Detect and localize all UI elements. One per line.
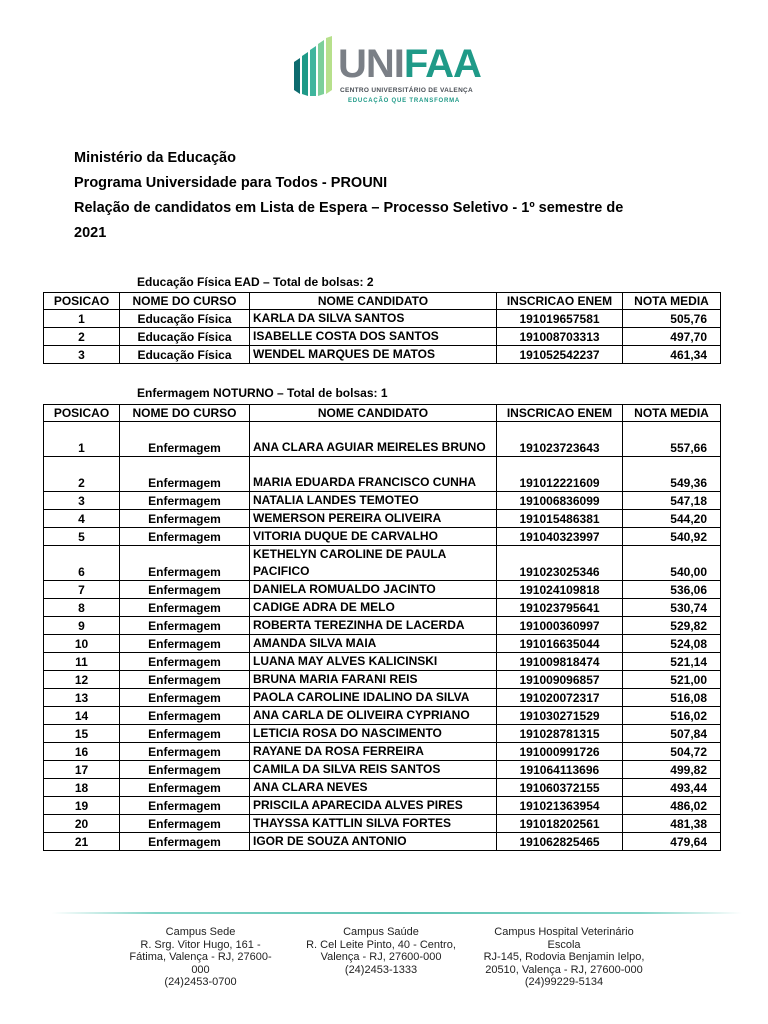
footer-campus-hospital [472,926,656,989]
campus-line: Escola [547,938,581,951]
candidate-name-cell: LETICIA ROSA DO NASCIMENTO [250,725,497,743]
position-header: POSICAO [44,293,120,310]
table2-caption: Enfermagem NOTURNO – Total de bolsas: 1 [137,386,388,400]
table-header-row [44,293,721,310]
candidate-name-cell: NATALIA LANDES TEMOTEO [250,492,497,510]
table-row [44,546,721,581]
position-cell: 2 [44,328,120,346]
table-row [44,797,721,815]
position-cell: 6 [44,546,120,581]
course-cell: Enfermagem [120,815,250,833]
grade-cell: 479,64 [623,833,721,851]
enem-number-cell: 191028781315 [497,725,623,743]
table-row [44,328,721,346]
campus-line: R. Cel Leite Pinto, 40 - Centro, [306,938,456,951]
position-cell: 3 [44,346,120,364]
position-cell: 3 [44,492,120,510]
campus-line: Valença - RJ, 27600-000 [320,951,442,963]
candidate-header: NOME CANDIDATO [250,293,497,310]
candidate-name-cell: WENDEL MARQUES DE MATOS [250,346,497,364]
candidate-name-cell: BRUNA MARIA FARANI REIS [250,671,497,689]
enem-number-cell: 191023723643 [497,422,623,457]
enem-number-cell: 191000991726 [497,743,623,761]
table-row [44,815,721,833]
candidate-name-cell: LUANA MAY ALVES KALICINSKI [250,653,497,671]
table-row [44,671,721,689]
course-cell: Enfermagem [120,635,250,653]
campus-line: (24)2453-0700 [164,976,237,988]
grade-cell: 557,66 [623,422,721,457]
position-cell: 19 [44,797,120,815]
course-cell: Enfermagem [120,761,250,779]
grade-cell: 493,44 [623,779,721,797]
campus-line: RJ-145, Rodovia Benjamin Ielpo, [483,951,645,963]
enem-number-cell: 191012221609 [497,457,623,492]
enem-header: INSCRICAO ENEM [497,405,623,422]
position-cell: 13 [44,689,120,707]
course-header: NOME DO CURSO [120,293,250,310]
campus-line: 000 [191,963,210,976]
document-heading [74,146,714,246]
candidate-name-cell: AMANDA SILVA MAIA [250,635,497,653]
candidate-name-cell: ANA CARLA DE OLIVEIRA CYPRIANO [250,707,497,725]
table-row [44,725,721,743]
enem-header: INSCRICAO ENEM [497,293,623,310]
position-cell: 9 [44,617,120,635]
course-cell: Enfermagem [120,743,250,761]
enem-number-cell: 191018202561 [497,815,623,833]
grade-cell: 486,02 [623,797,721,815]
table-row [44,528,721,546]
enem-number-cell: 191009096857 [497,671,623,689]
table-row [44,707,721,725]
candidate-name-cell: PAOLA CAROLINE IDALINO DA SILVA [250,689,497,707]
position-cell: 21 [44,833,120,851]
table-row [44,599,721,617]
campus-line: (24)2453-1333 [344,963,418,976]
table-row [44,581,721,599]
course-cell: Enfermagem [120,725,250,743]
candidate-name-cell: VITORIA DUQUE DE CARVALHO [250,528,497,546]
logo-wordmark: UNIFAA [338,42,481,86]
course-cell: Enfermagem [120,528,250,546]
enem-number-cell: 191062825465 [497,833,623,851]
candidate-name-cell: KETHELYN CAROLINE DE PAULA PACIFICO [250,546,497,581]
campus-line: (24)99229-5134 [524,976,604,988]
table-educacao-fisica [43,292,721,364]
candidate-name-cell: THAYSSA KATTLIN SILVA FORTES [250,815,497,833]
position-cell: 11 [44,653,120,671]
course-cell: Enfermagem [120,617,250,635]
table-row [44,743,721,761]
position-cell: 18 [44,779,120,797]
position-cell: 5 [44,528,120,546]
course-cell: Enfermagem [120,779,250,797]
campus-line: Campus Sede [165,926,236,938]
unifaa-logo [290,36,480,112]
footer-campus-saude [296,926,466,976]
enem-number-cell: 191030271529 [497,707,623,725]
enem-number-cell: 191040323997 [497,528,623,546]
course-cell: Enfermagem [120,653,250,671]
footer-campus-sede [128,926,273,989]
course-cell: Enfermagem [120,457,250,492]
enem-number-cell: 191016635044 [497,635,623,653]
heading-line-3: Relação de candidatos em Lista de Espera – Processo Seletivo - 1º semestre de [74,200,624,216]
grade-header: NOTA MEDIA [623,293,721,310]
course-cell: Educação Física [120,346,250,364]
course-cell: Enfermagem [120,581,250,599]
enem-number-cell: 191006836099 [497,492,623,510]
grade-header: NOTA MEDIA [623,405,721,422]
heading-line-4: 2021 [74,225,107,241]
table-row [44,779,721,797]
table-row [44,510,721,528]
campus-line: Campus Saúde [343,926,419,938]
grade-cell: 521,14 [623,653,721,671]
enem-number-cell: 191019657581 [497,310,623,328]
table-row [44,346,721,364]
position-cell: 2 [44,457,120,492]
grade-cell: 499,82 [623,761,721,779]
enem-number-cell: 191023025346 [497,546,623,581]
course-cell: Enfermagem [120,510,250,528]
course-cell: Enfermagem [120,546,250,581]
candidate-name-cell: PRISCILA APARECIDA ALVES PIRES [250,797,497,815]
footer-divider [52,912,742,914]
table-row [44,635,721,653]
course-cell: Enfermagem [120,492,250,510]
candidate-name-cell: WEMERSON PEREIRA OLIVEIRA [250,510,497,528]
enem-number-cell: 191008703313 [497,328,623,346]
grade-cell: 516,08 [623,689,721,707]
candidate-name-cell: ISABELLE COSTA DOS SANTOS [250,328,497,346]
candidate-name-cell: ANA CLARA NEVES [250,779,497,797]
grade-cell: 504,72 [623,743,721,761]
position-header: POSICAO [44,405,120,422]
table-row [44,422,721,457]
candidate-name-cell: MARIA EDUARDA FRANCISCO CUNHA [250,457,497,492]
table-row [44,689,721,707]
heading-line-1: Ministério da Educação [74,150,236,166]
course-cell: Enfermagem [120,707,250,725]
grade-cell: 530,74 [623,599,721,617]
grade-cell: 507,84 [623,725,721,743]
enem-number-cell: 191064113696 [497,761,623,779]
candidate-name-cell: CAMILA DA SILVA REIS SANTOS [250,761,497,779]
position-cell: 17 [44,761,120,779]
table1-caption: Educação Física EAD – Total de bolsas: 2 [137,275,374,289]
grade-cell: 540,00 [623,546,721,581]
table-row [44,310,721,328]
course-cell: Enfermagem [120,422,250,457]
candidate-name-cell: ROBERTA TEREZINHA DE LACERDA [250,617,497,635]
course-cell: Enfermagem [120,671,250,689]
position-cell: 12 [44,671,120,689]
enem-number-cell: 191000360997 [497,617,623,635]
table-header-row [44,405,721,422]
table-row [44,653,721,671]
course-cell: Enfermagem [120,797,250,815]
position-cell: 16 [44,743,120,761]
candidate-name-cell: DANIELA ROMUALDO JACINTO [250,581,497,599]
candidate-name-cell: ANA CLARA AGUIAR MEIRELES BRUNO [250,422,497,457]
course-cell: Enfermagem [120,689,250,707]
candidate-header: NOME CANDIDATO [250,405,497,422]
course-cell: Enfermagem [120,599,250,617]
position-cell: 7 [44,581,120,599]
table-row [44,761,721,779]
logo-mark-icon [290,36,338,100]
table-enfermagem [43,404,721,851]
enem-number-cell: 191052542237 [497,346,623,364]
position-cell: 15 [44,725,120,743]
position-cell: 14 [44,707,120,725]
grade-cell: 521,00 [623,671,721,689]
enem-number-cell: 191060372155 [497,779,623,797]
table-row [44,833,721,851]
table-row [44,617,721,635]
enem-number-cell: 191009818474 [497,653,623,671]
enem-number-cell: 191023795641 [497,599,623,617]
position-cell: 8 [44,599,120,617]
table-row [44,457,721,492]
grade-cell: 544,20 [623,510,721,528]
grade-cell: 497,70 [623,328,721,346]
campus-line: Fátima, Valença - RJ, 27600- [129,951,272,963]
position-cell: 10 [44,635,120,653]
campus-line: Campus Hospital Veterinário [494,926,634,938]
grade-cell: 529,82 [623,617,721,635]
position-cell: 20 [44,815,120,833]
logo-subtitle: CENTRO UNIVERSITÁRIO DE VALENÇA [340,87,474,94]
grade-cell: 461,34 [623,346,721,364]
grade-cell: 547,18 [623,492,721,510]
position-cell: 4 [44,510,120,528]
enem-number-cell: 191015486381 [497,510,623,528]
course-cell: Educação Física [120,310,250,328]
grade-cell: 481,38 [623,815,721,833]
grade-cell: 540,92 [623,528,721,546]
course-cell: Educação Física [120,328,250,346]
course-cell: Enfermagem [120,833,250,851]
candidate-name-cell: KARLA DA SILVA SANTOS [250,310,497,328]
enem-number-cell: 191024109818 [497,581,623,599]
candidate-name-cell: RAYANE DA ROSA FERREIRA [250,743,497,761]
grade-cell: 516,02 [623,707,721,725]
grade-cell: 536,06 [623,581,721,599]
enem-number-cell: 191020072317 [497,689,623,707]
grade-cell: 549,36 [623,457,721,492]
heading-line-2: Programa Universidade para Todos - PROUNI [74,175,388,191]
enem-number-cell: 191021363954 [497,797,623,815]
position-cell: 1 [44,422,120,457]
table-row [44,492,721,510]
campus-line: R. Srg. Vitor Hugo, 161 - [140,938,261,951]
campus-line: 20510, Valença - RJ, 27600-000 [485,963,643,976]
candidate-name-cell: IGOR DE SOUZA ANTONIO [250,833,497,851]
candidate-name-cell: CADIGE ADRA DE MELO [250,599,497,617]
position-cell: 1 [44,310,120,328]
grade-cell: 524,08 [623,635,721,653]
course-header: NOME DO CURSO [120,405,250,422]
logo-tagline: EDUCAÇÃO QUE TRANSFORMA [348,98,461,104]
grade-cell: 505,76 [623,310,721,328]
